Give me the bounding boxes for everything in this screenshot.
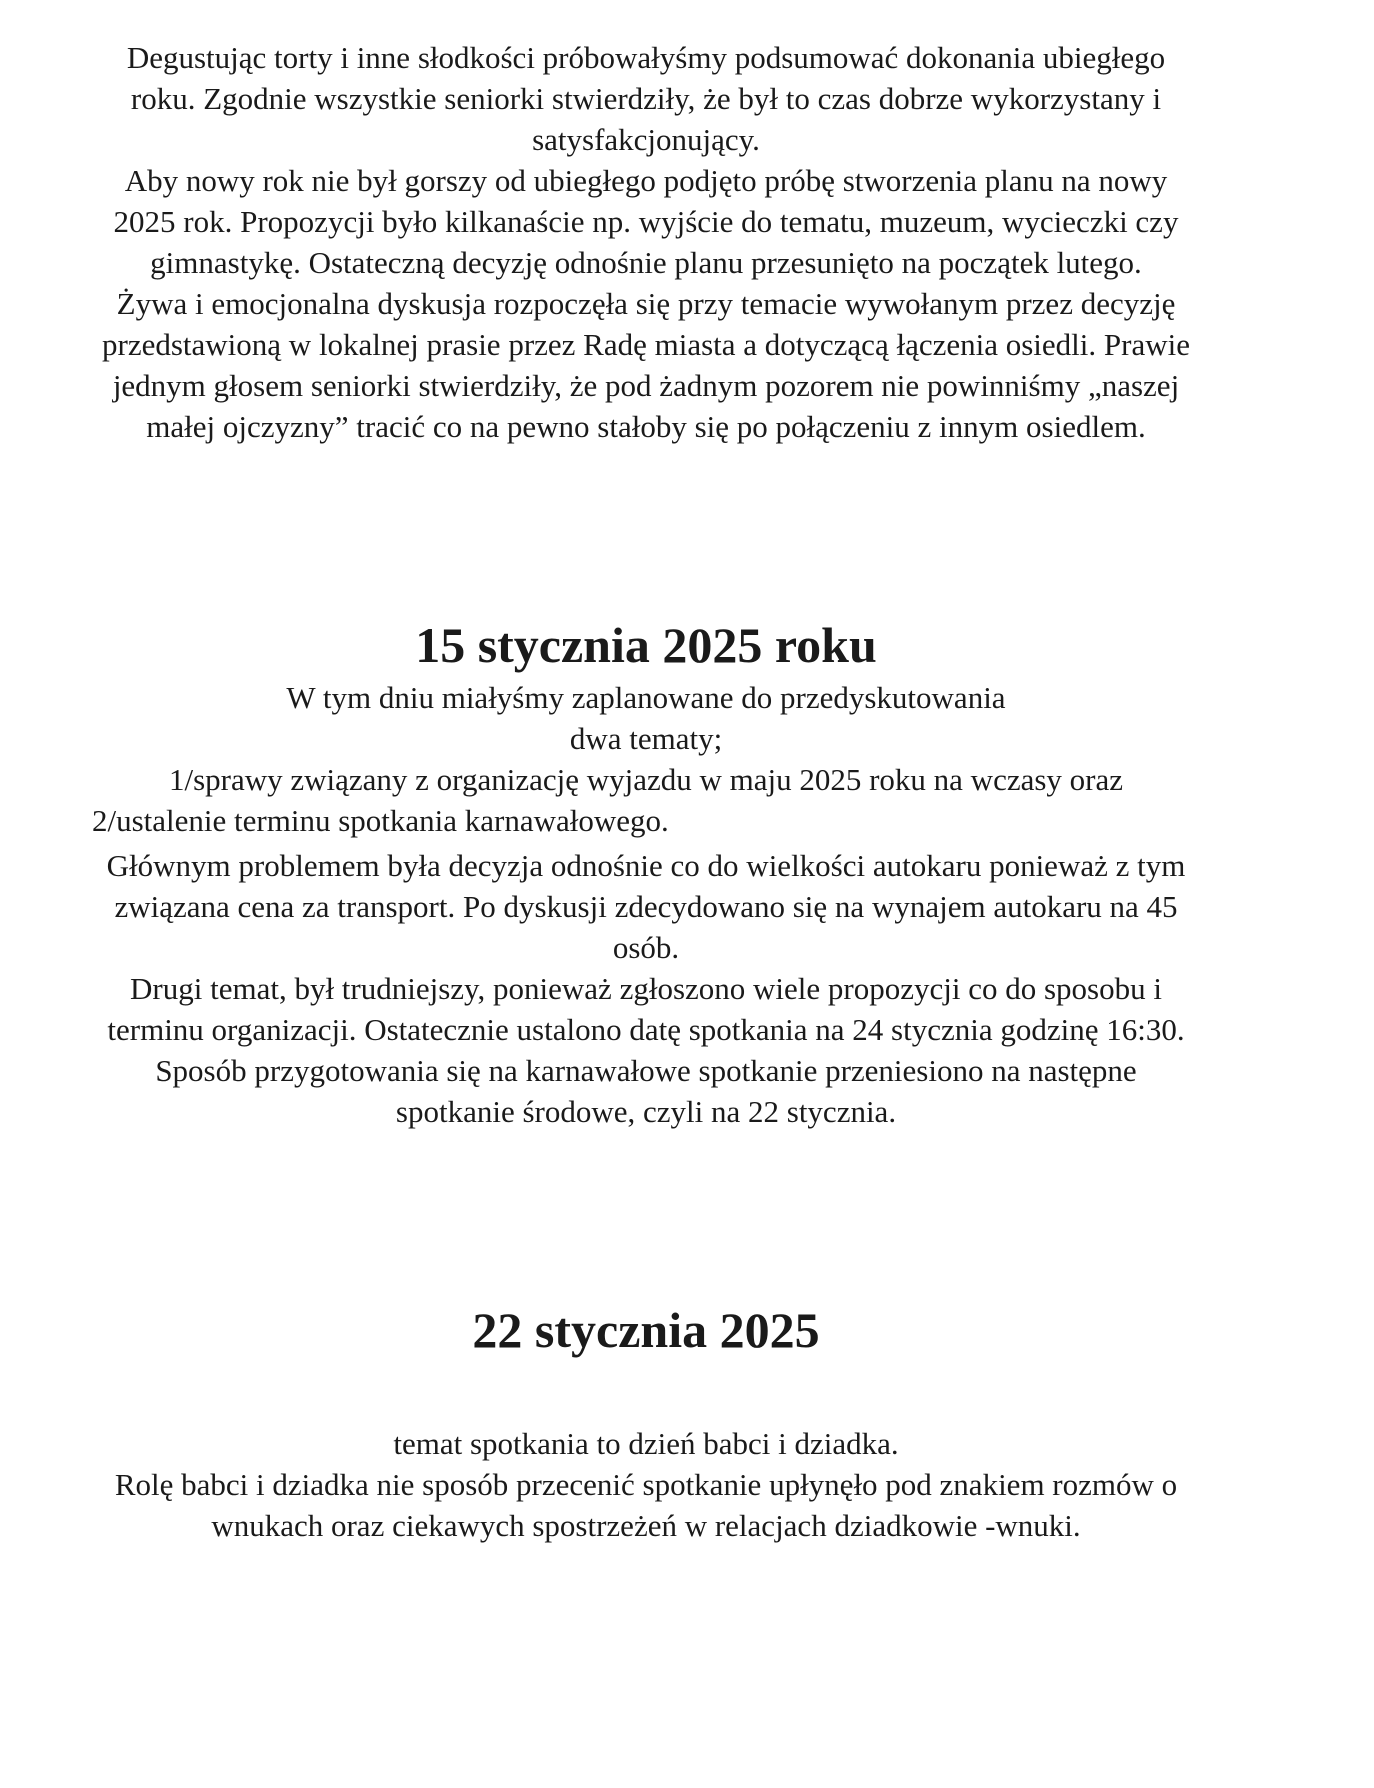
paragraph-line: gimnastykę. Ostateczną decyzję odnośnie planu przesunięto na początek lutego. [150,245,1142,280]
paragraph-line: Degustując torty i inne słodkości próbowałyśmy podsumować dokonania ubiegłego [126,40,1166,75]
paragraph-line: Drugi temat, był trudniejszy, ponieważ zgłoszono wiele propozycji co do sposobu i [130,971,1162,1006]
paragraph-line: roku. Zgodnie wszystkie seniorki stwierdziły, że był to czas dobrze wykorzystany i [130,81,1162,116]
paragraph-line: małej ojczyzny” tracić co na pewno stałoby się po połączeniu z innym osiedlem. [146,409,1146,444]
paragraph-line: temat spotkania to dzień babci i dziadka. [393,1426,899,1461]
paragraph-line: osób. [612,930,680,965]
paragraph-line: spotkanie środowe, czyli na 22 stycznia. [395,1094,897,1129]
paragraph-line: Aby nowy rok nie był gorszy od ubiegłego podjęto próbę stworzenia planu na nowy [124,163,1168,198]
paragraph-line: Żywa i emocjonalna dyskusja rozpoczęła się przy temacie wywołanym przez decyzję [116,286,1176,321]
paragraph-line: terminu organizacji. Ostatecznie ustalono datę spotkania na 24 stycznia godzinę 16:30. [107,1012,1185,1047]
paragraph-line: związana cena za transport. Po dyskusji zdecydowano się na wynajem autokaru na 45 [114,889,1178,924]
paragraph-line: satysfakcjonujący. [532,122,760,157]
paragraph-line: jednym głosem seniorki stwierdziły, że pod żadnym pozorem nie powinniśmy „naszej [112,368,1180,403]
paragraph-line: Głównym problemem była decyzja odnośnie co do wielkości autokaru ponieważ z tym [106,848,1186,883]
paragraph-line: Rolę babci i dziadka nie sposób przecenić spotkanie upłynęło pod znakiem rozmów o [114,1467,1178,1502]
paragraph-line: przedstawioną w lokalnej prasie przez Radę miasta a dotyczącą łączenia osiedli. Prawie [102,327,1190,362]
paragraph-line: dwa tematy; [569,721,723,756]
list-item: 1/sprawy związany z organizację wyjazdu w maju 2025 roku na wczasy oraz [168,762,1124,797]
section-heading: 15 stycznia 2025 roku [415,617,877,673]
paragraph-line: W tym dniu miałyśmy zaplanowane do przedyskutowania [286,680,1006,715]
section-heading: 22 stycznia 2025 [472,1302,820,1358]
list-item: 2/ustalenie terminu spotkania karnawałowego. [92,803,669,838]
paragraph-line: wnukach oraz ciekawych spostrzeżeń w relacjach dziadkowie -wnuki. [211,1508,1081,1543]
paragraph-line: 2025 rok. Propozycji było kilkanaście np. wyjście do tematu, muzeum, wycieczki czy [113,204,1179,239]
paragraph-line: Sposób przygotowania się na karnawałowe spotkanie przeniesiono na następne [155,1053,1137,1088]
